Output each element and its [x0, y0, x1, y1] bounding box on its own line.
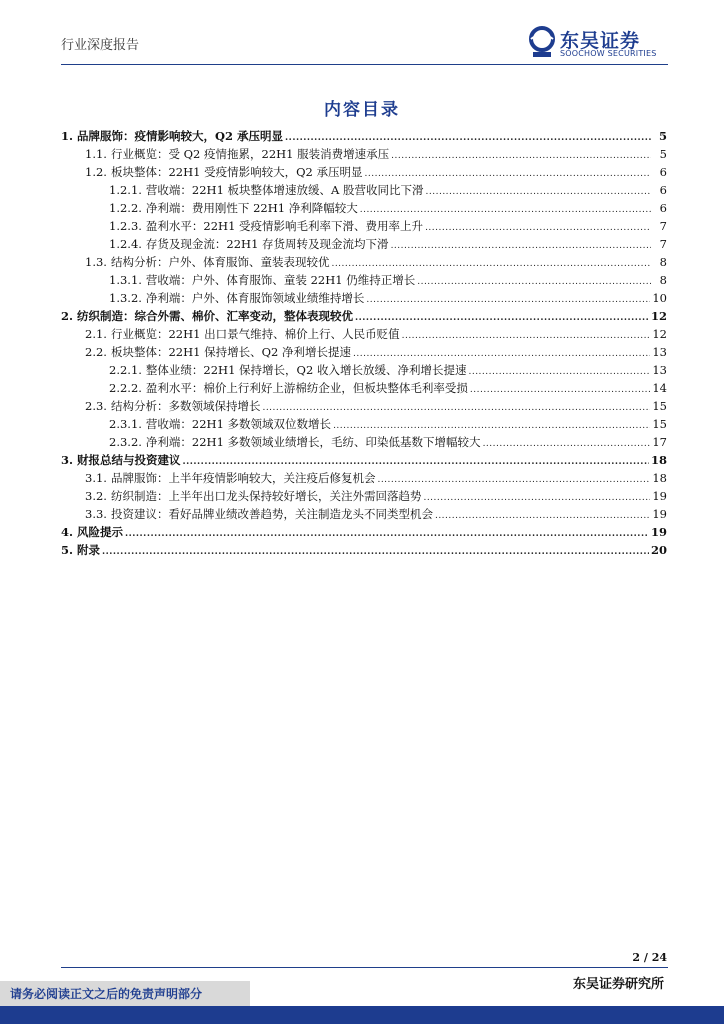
toc-entry-number: 3.3.	[85, 507, 107, 521]
logo-english-name: SOOCHOW SECURITIES	[560, 49, 657, 58]
toc-entry-number: 1.2.3.	[109, 219, 142, 233]
toc-entry-title: 整体业绩：22H1 保持增长，Q2 收入增长放缓、净利增长提速	[145, 363, 467, 377]
toc-entry-title: 净利端：户外、体育服饰领域业绩维持增长	[145, 291, 365, 305]
toc-dot-leader	[435, 507, 650, 525]
toc-entry-number: 2.2.1.	[109, 363, 142, 377]
toc-entry-title: 投资建议：看好品牌业绩改善趋势，关注制造龙头不同类型机会	[110, 507, 433, 521]
toc-entry-title: 品牌服饰：疫情影响较大，Q2 承压明显	[77, 129, 284, 143]
toc-entry-title: 风险提示	[77, 525, 124, 539]
toc-title: 内容目录	[324, 100, 400, 120]
toc-entry[interactable]	[61, 469, 667, 487]
toc-entry-title: 盈利水平：棉价上行利好上游棉纺企业，但板块整体毛利率受损	[145, 381, 468, 395]
toc-dot-leader	[468, 363, 650, 381]
report-type-label: 行业深度报告	[61, 38, 140, 53]
toc-entry[interactable]	[61, 505, 667, 523]
toc-entry-number: 1.1.	[85, 147, 107, 161]
toc-entry-page: 14	[652, 381, 667, 395]
toc-entry-number: 3.	[61, 453, 74, 467]
toc-entry[interactable]	[61, 271, 667, 289]
footer-divider	[61, 967, 668, 968]
toc-entry-title: 营收端：22H1 板块整体增速放缓、A 股营收同比下滑	[145, 183, 424, 197]
toc-entry-number: 1.3.2.	[109, 291, 142, 305]
toc-entry-number: 2.1.	[85, 327, 107, 341]
toc-entry-title: 纺织制造：综合外需、棉价、汇率变动，整体表现较优	[77, 309, 354, 323]
toc-dot-leader	[402, 327, 651, 345]
toc-entry-number: 1.2.2.	[109, 201, 142, 215]
toc-entry-title: 行业概览：22H1 出口景气维持、棉价上行、人民币贬值	[110, 327, 400, 341]
toc-entry[interactable]	[61, 217, 667, 235]
toc-dot-leader	[425, 219, 651, 237]
toc-entry-title: 净利端：费用刚性下 22H1 净利降幅较大	[145, 201, 358, 215]
toc-dot-leader	[102, 543, 649, 561]
toc-entry[interactable]	[61, 343, 667, 361]
toc-entry[interactable]	[61, 433, 667, 451]
toc-entry-number: 2.3.1.	[109, 417, 142, 431]
toc-entry-page: 6	[659, 201, 667, 215]
toc-entry-page: 18	[652, 471, 667, 485]
toc-entry-title: 结构分析：多数领域保持增长	[110, 399, 261, 413]
toc-entry-page: 18	[650, 453, 667, 467]
toc-dot-leader	[470, 381, 650, 399]
toc-entry-page: 6	[659, 165, 667, 179]
toc-dot-leader	[391, 237, 651, 255]
toc-entry-number: 1.3.	[85, 255, 107, 269]
toc-dot-leader	[423, 489, 650, 507]
toc-entry-page: 7	[659, 219, 667, 233]
toc-dot-leader	[426, 183, 651, 201]
disclaimer-text: 请务必阅读正文之后的免责声明部分	[10, 987, 203, 1001]
toc-entry[interactable]	[61, 127, 667, 145]
toc-entry-page: 19	[650, 525, 667, 539]
toc-entry-page: 5	[658, 129, 667, 143]
toc-entry[interactable]	[61, 415, 667, 433]
toc-entry-number: 1.3.1.	[109, 273, 142, 287]
toc-entry-page: 6	[659, 183, 667, 197]
toc-entry-number: 4.	[61, 525, 74, 539]
toc-entry-title: 品牌服饰：上半年疫情影响较大，关注疫后修复机会	[110, 471, 376, 485]
toc-entry-title: 附录	[77, 543, 101, 557]
toc-entry-title: 板块整体：22H1 保持增长、Q2 净利增长提速	[110, 345, 351, 359]
page-number: 2 / 24	[632, 951, 667, 964]
toc-entry[interactable]	[61, 523, 667, 541]
toc-entry-page: 17	[652, 435, 667, 449]
toc-entry-page: 15	[652, 417, 667, 431]
toc-entry[interactable]	[61, 397, 667, 415]
toc-entry[interactable]	[61, 361, 667, 379]
toc-entry[interactable]	[61, 145, 667, 163]
toc-entry-title: 行业概览：受 Q2 疫情拖累，22H1 服装消费增速承压	[110, 147, 390, 161]
toc-entry-page: 5	[659, 147, 667, 161]
toc-entry-title: 纺织制造：上半年出口龙头保持较好增长，关注外需回落趋势	[110, 489, 422, 503]
toc-entry-number: 1.2.4.	[109, 237, 142, 251]
toc-entry-page: 12	[650, 309, 667, 323]
toc-entry-title: 板块整体：22H1 受疫情影响较大，Q2 承压明显	[110, 165, 363, 179]
toc-entry-page: 19	[652, 507, 667, 521]
toc-entry-title: 净利端：22H1 多数领域业绩增长，毛纺、印染低基数下增幅较大	[145, 435, 481, 449]
toc-entry-number: 2.3.	[85, 399, 107, 413]
toc-entry[interactable]	[61, 235, 667, 253]
toc-entry-page: 12	[652, 327, 667, 341]
toc-entry[interactable]	[61, 253, 667, 271]
toc-entry-title: 财报总结与投资建议	[77, 453, 181, 467]
toc-entry-page: 13	[652, 345, 667, 359]
toc-entry-title: 存货及现金流：22H1 存货周转及现金流均下滑	[145, 237, 389, 251]
toc-entry[interactable]	[61, 199, 667, 217]
toc-entry[interactable]	[61, 451, 667, 469]
toc-entry[interactable]	[61, 307, 667, 325]
disclaimer-bar	[0, 981, 250, 1006]
company-logo	[527, 26, 677, 60]
toc-entry-number: 2.2.	[85, 345, 107, 359]
toc-entry-page: 13	[652, 363, 667, 377]
toc-entry-number: 1.2.1.	[109, 183, 142, 197]
toc-entry-page: 8	[659, 255, 667, 269]
toc-entry-number: 5.	[61, 543, 74, 557]
logo-chinese-name: 东吴证券	[560, 30, 641, 52]
toc-entry[interactable]	[61, 181, 667, 199]
bottom-band	[0, 1006, 724, 1024]
toc-entry-number: 2.3.2.	[109, 435, 142, 449]
toc-dot-leader	[483, 435, 651, 453]
toc-entry-page: 20	[650, 543, 667, 557]
soochow-logo-icon	[527, 26, 557, 58]
toc-dot-leader	[391, 147, 651, 165]
toc-dot-leader	[366, 291, 650, 309]
toc-entry[interactable]	[61, 289, 667, 307]
toc-entry[interactable]	[61, 163, 667, 181]
toc-entry-page: 19	[652, 489, 667, 503]
toc-entry-page: 8	[659, 273, 667, 287]
toc-entry[interactable]	[61, 541, 667, 559]
toc-entry-title: 盈利水平：22H1 受疫情影响毛利率下滑、费用率上升	[145, 219, 424, 233]
toc-entry-title: 结构分析：户外、体育服饰、童装表现较优	[110, 255, 330, 269]
footer-organization: 东吴证券研究所	[572, 977, 664, 992]
toc-entry[interactable]	[61, 487, 667, 505]
toc-entry-title: 营收端：22H1 多数领域双位数增长	[145, 417, 332, 431]
toc-entry-number: 3.1.	[85, 471, 107, 485]
table-of-contents	[61, 127, 667, 559]
toc-entry-page: 10	[652, 291, 667, 305]
toc-entry-page: 15	[652, 399, 667, 413]
toc-entry-number: 2.2.2.	[109, 381, 142, 395]
toc-entry-title: 营收端：户外、体育服饰、童装 22H1 仍维持正增长	[145, 273, 416, 287]
toc-dot-leader	[125, 525, 649, 543]
toc-dot-leader	[417, 273, 651, 291]
header-divider	[61, 64, 668, 65]
toc-entry[interactable]	[61, 379, 667, 397]
toc-entry[interactable]	[61, 325, 667, 343]
toc-entry-number: 2.	[61, 309, 74, 323]
toc-entry-number: 1.2.	[85, 165, 107, 179]
toc-entry-number: 1.	[61, 129, 74, 143]
toc-entry-number: 3.2.	[85, 489, 107, 503]
toc-entry-page: 7	[659, 237, 667, 251]
